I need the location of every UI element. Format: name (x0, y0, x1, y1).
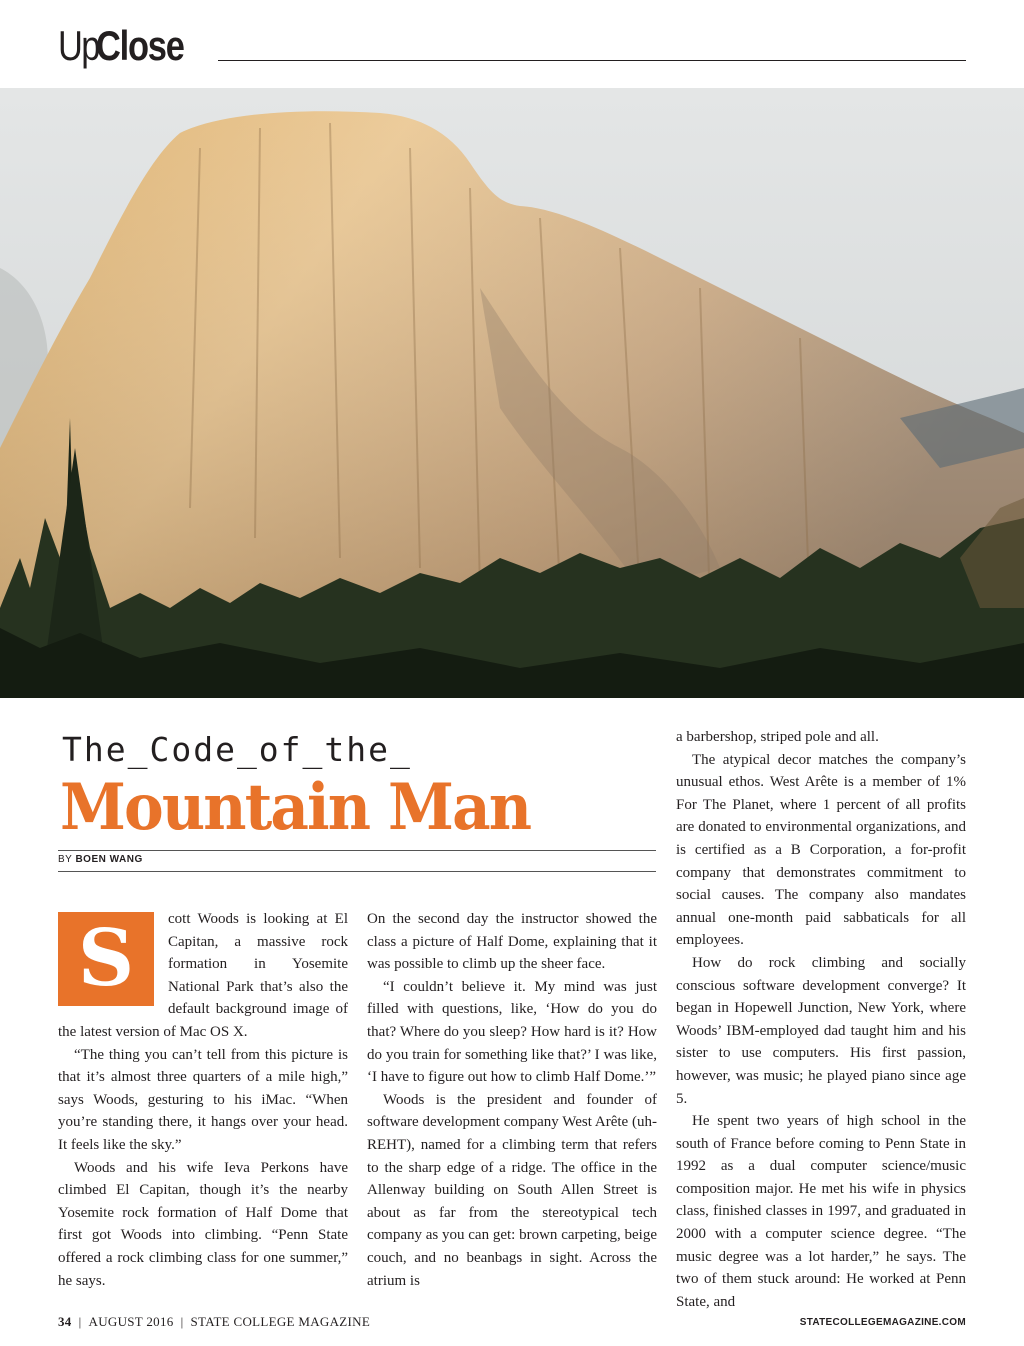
el-capitan-illustration (0, 88, 1024, 698)
section-label-bold: Close (95, 22, 184, 69)
body-paragraph: The atypical decor matches the company’s unusual ethos. West Arête is a member of 1% For The Planet, where 1 percent of all profits are donated to environmental organizations, and is certified as a B Corporation, a for-profit company that demonstrates commitment to social causes. The company also mandates annual one-month paid sabbaticals for all employees. (676, 751, 966, 949)
issue-date: AUGUST 2016 (88, 1314, 174, 1329)
magazine-name: STATE COLLEGE MAGAZINE (190, 1314, 371, 1329)
body-paragraph: On the second day the instructor showed the class a picture of Half Dome, explaining that it was possible to climb up the sheer face. (367, 911, 657, 973)
magazine-url: STATECOLLEGEMAGAZINE.COM (799, 1317, 966, 1328)
body-paragraph: “I couldn’t believe it. My mind was just filled with questions, like, ‘How do you do that? Where do you sleep? How hard is it? How do you train for something like that?’ I was like, ‘I have to figure out how to climb Half Dome.’” (367, 978, 657, 1086)
article-kicker: The_Code_of_the_ (62, 730, 412, 769)
body-paragraph: cott Woods is looking at El Capitan, a massive rock formation in Yosemite National Park that’s also the default background image of the latest version of Mac OS X. (58, 911, 348, 1040)
section-header (58, 22, 203, 70)
byline (58, 854, 143, 865)
body-paragraph: a barbershop, striped pole and all. (676, 729, 879, 745)
byline-prefix: BY (58, 854, 73, 865)
body-paragraph: Woods is the president and founder of software development company West Arête (uh-REHT), named for a climbing term that refers to the sharp edge of a ridge. The office in the Allenway building on South Allen Street is about as far from the stereotypical tech company as you can get: brown carpeting, beige couch, and no beanbags in sight. Across the atrium is (367, 1091, 657, 1289)
hero-photo (0, 88, 1024, 698)
title-rule-top (58, 850, 656, 851)
body-paragraph: “The thing you can’t tell from this picture is that it’s almost three quarters of a mile high,” says Woods, gesturing to his iMac. “When you’re standing there, it hangs over your head. It feels like the sky.” (58, 1046, 348, 1153)
page-number: 34 (58, 1314, 72, 1329)
footer-separator: | (78, 1314, 82, 1329)
page-footer-left (58, 1314, 370, 1330)
byline-author: BOEN WANG (75, 854, 143, 865)
title-rule-bottom (58, 871, 656, 872)
body-paragraph: How do rock climbing and socially conscious software development converge? It began in Hopewell Junction, New York, where Woods’ IBM-employed dad taught him and his sister to use computers. His first passion, however, was music; he played piano since age 5. (676, 954, 966, 1107)
section-label-light: Up (58, 22, 99, 69)
drop-cap: S (58, 912, 154, 1006)
body-paragraph: Woods and his wife Ieva Perkons have climbed El Capitan, though it’s the nearby Yosemite rock formation of Half Dome that first got Woods into climbing. “Penn State offered a rock climbing class for one summer,” he says. (58, 1159, 348, 1289)
article-column-1 (58, 908, 348, 1292)
header-rule (218, 60, 966, 61)
article-headline: Mountain Man (60, 770, 531, 845)
footer-separator: | (180, 1314, 184, 1329)
article-column-3 (676, 726, 966, 1313)
body-paragraph: He spent two years of high school in the south of France before coming to Penn State in 1992 as a dual computer science/music composition major. He met his wife in physics class, finished classes in 1997, and graduated in 2000 with a computer science degree. “The music degree was a lot harder,” he says. The two of them stuck around: He worked at Penn State, and (676, 1113, 966, 1310)
article-column-2 (367, 908, 657, 1292)
